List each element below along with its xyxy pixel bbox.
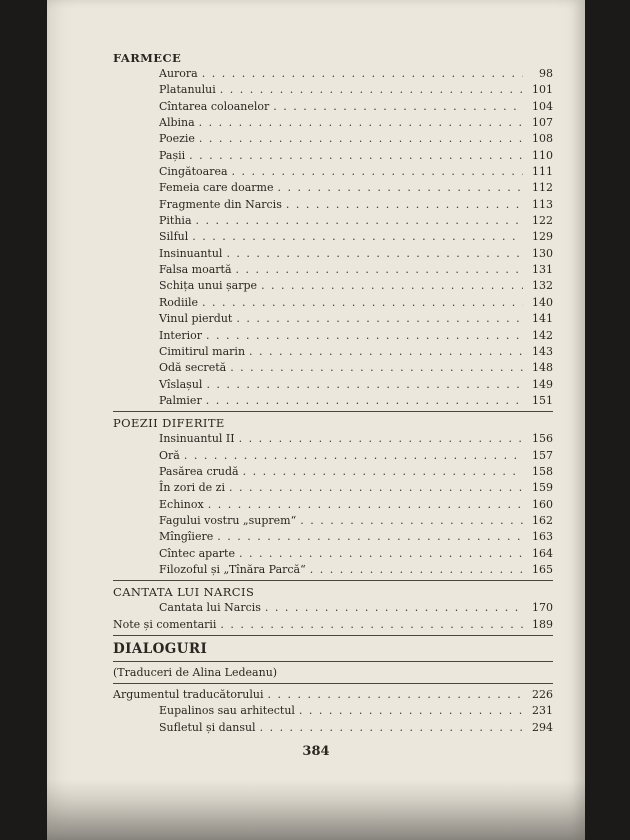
toc-entry bbox=[113, 431, 553, 447]
leader-dots bbox=[236, 311, 523, 327]
leader-dots bbox=[206, 377, 523, 393]
entry-title: Palmier bbox=[159, 393, 202, 407]
section-farmece bbox=[113, 50, 553, 409]
entry-page: 165 bbox=[532, 562, 553, 576]
entry-title: Pasărea crudă bbox=[159, 464, 239, 478]
entry-title: Pașii bbox=[159, 148, 186, 162]
section-dialoguri bbox=[113, 639, 553, 736]
entry-title: În zori de zi bbox=[159, 481, 225, 495]
toc-entry bbox=[113, 311, 553, 327]
toc-entry bbox=[113, 360, 553, 376]
leader-dots bbox=[192, 229, 523, 245]
toc-entry bbox=[113, 529, 553, 545]
entry-page: 143 bbox=[532, 344, 553, 358]
toc-entry bbox=[113, 480, 553, 496]
leader-dots bbox=[277, 180, 523, 196]
leader-dots bbox=[232, 164, 523, 180]
entry-page: 149 bbox=[532, 377, 553, 391]
entry-title: Falsa moartă bbox=[159, 263, 232, 277]
leader-dots bbox=[267, 687, 523, 703]
leader-dots bbox=[239, 431, 523, 447]
leader-dots bbox=[273, 99, 523, 115]
leader-dots bbox=[249, 344, 523, 360]
entry-title: Platanului bbox=[159, 83, 216, 97]
section-divider bbox=[113, 635, 553, 636]
entry-title: Rodiile bbox=[159, 295, 199, 309]
entry-title: Vîslașul bbox=[159, 377, 203, 391]
toc-entry bbox=[113, 213, 553, 229]
entry-title: Fragmente din Narcis bbox=[159, 197, 282, 211]
toc-entry bbox=[113, 464, 553, 480]
entry-page: 98 bbox=[539, 67, 553, 80]
toc-entry bbox=[113, 66, 553, 82]
entry-page: 141 bbox=[532, 312, 553, 326]
entry-page: 132 bbox=[532, 279, 553, 293]
toc-entry bbox=[113, 720, 553, 736]
leader-dots bbox=[260, 720, 523, 736]
leader-dots bbox=[202, 66, 523, 82]
entry-title: Cantata lui Narcis bbox=[159, 601, 261, 615]
toc-entry bbox=[113, 546, 553, 562]
leader-dots bbox=[300, 513, 523, 529]
entry-page: 140 bbox=[532, 295, 553, 309]
entry-page: 170 bbox=[532, 601, 553, 615]
book-page bbox=[47, 0, 585, 840]
section-poezii-diferite bbox=[113, 415, 553, 578]
section-items bbox=[113, 703, 553, 736]
entry-page: 129 bbox=[532, 230, 553, 244]
entry-page: 159 bbox=[532, 481, 553, 495]
entry-page: 112 bbox=[532, 181, 553, 195]
section-title: CANTATA LUI NARCIS bbox=[113, 585, 255, 600]
toc-entry bbox=[113, 344, 553, 360]
leader-dots bbox=[220, 617, 523, 633]
leader-dots bbox=[239, 546, 523, 562]
toc-entry bbox=[113, 377, 553, 393]
leader-dots bbox=[236, 262, 523, 278]
leader-dots bbox=[261, 278, 523, 294]
leader-dots bbox=[199, 115, 523, 131]
entry-page: 110 bbox=[532, 148, 553, 162]
entry-page: 113 bbox=[532, 197, 553, 211]
entry-page: 151 bbox=[532, 393, 553, 407]
leader-dots bbox=[217, 529, 523, 545]
entry-page: 108 bbox=[532, 132, 553, 146]
section-items bbox=[113, 600, 553, 616]
entry-page: 142 bbox=[532, 328, 553, 342]
toc-entry bbox=[113, 393, 553, 409]
section-cantata bbox=[113, 584, 553, 616]
toc-entry bbox=[113, 448, 553, 464]
toc-entry bbox=[113, 262, 553, 278]
toc-entry bbox=[113, 99, 553, 115]
section-divider bbox=[113, 580, 553, 581]
leader-dots bbox=[265, 600, 523, 616]
leader-dots bbox=[206, 328, 523, 344]
entry-page: 231 bbox=[532, 704, 553, 718]
leader-dots bbox=[184, 448, 523, 464]
entry-title: Note și comentarii bbox=[113, 617, 217, 631]
entry-page: 131 bbox=[532, 263, 553, 277]
leader-dots bbox=[229, 480, 523, 496]
entry-title: Eupalinos sau arhitectul bbox=[159, 704, 295, 718]
entry-title: Poezie bbox=[159, 132, 195, 146]
toc-entry bbox=[113, 278, 553, 294]
section-title: POEZII DIFERITE bbox=[113, 416, 225, 431]
toc-entry bbox=[113, 229, 553, 245]
entry-title: Pithia bbox=[159, 214, 192, 228]
entry-page: 163 bbox=[532, 530, 553, 544]
section-title: DIALOGURI bbox=[113, 641, 208, 657]
entry-title: Schița unui șarpe bbox=[159, 279, 258, 293]
leader-dots bbox=[230, 360, 523, 376]
entry-title: Filozoful și „Tînăra Parcă“ bbox=[159, 562, 306, 576]
entry-page: 101 bbox=[532, 83, 553, 97]
toc-entry bbox=[113, 295, 553, 311]
leader-dots bbox=[202, 295, 523, 311]
toc-entry bbox=[113, 562, 553, 578]
entry-title: Aurora bbox=[159, 67, 198, 80]
toc-entry bbox=[113, 82, 553, 98]
toc-entry bbox=[113, 497, 553, 513]
toc-entry bbox=[113, 246, 553, 262]
entry-title: Insinuantul bbox=[159, 246, 223, 260]
entry-title: Silful bbox=[159, 230, 189, 244]
leader-dots bbox=[299, 703, 523, 719]
entry-title: Cîntarea coloanelor bbox=[159, 99, 270, 113]
entry-page: 157 bbox=[532, 448, 553, 462]
entry-page: 162 bbox=[532, 513, 553, 527]
entry-title: Odă secretă bbox=[159, 361, 227, 375]
toc-entry bbox=[113, 600, 553, 616]
entry-title: Vinul pierdut bbox=[159, 312, 233, 326]
toc-entry bbox=[113, 180, 553, 196]
section-items bbox=[113, 431, 553, 578]
toc-entry bbox=[113, 513, 553, 529]
entry-title: Cimitirul marin bbox=[159, 344, 246, 358]
entry-title: Mîngîiere bbox=[159, 530, 214, 544]
entry-page: 156 bbox=[532, 432, 553, 446]
entry-page: 122 bbox=[532, 214, 553, 228]
entry-title: Femeia care doarme bbox=[159, 181, 274, 195]
section-divider bbox=[113, 683, 553, 684]
leader-dots bbox=[226, 246, 523, 262]
entry-title: Cîntec aparte bbox=[159, 546, 235, 560]
entry-title: Sufletul și dansul bbox=[159, 720, 256, 734]
page-shadow bbox=[47, 780, 585, 840]
section-items bbox=[113, 66, 553, 409]
entry-page: 189 bbox=[532, 617, 553, 631]
entry-page: 160 bbox=[532, 497, 553, 511]
toc-entry-argument bbox=[113, 687, 553, 703]
section-divider bbox=[113, 411, 553, 412]
leader-dots bbox=[310, 562, 523, 578]
toc-entry bbox=[113, 328, 553, 344]
entry-page: 294 bbox=[532, 720, 553, 734]
entry-page: 107 bbox=[532, 116, 553, 130]
entry-title: Albina bbox=[159, 116, 195, 130]
section-divider bbox=[113, 661, 553, 662]
toc-entry bbox=[113, 115, 553, 131]
entry-page: 104 bbox=[532, 99, 553, 113]
toc-entry bbox=[113, 703, 553, 719]
toc-entry bbox=[113, 148, 553, 164]
toc-entry bbox=[113, 131, 553, 147]
entry-title: Cingătoarea bbox=[159, 165, 228, 179]
toc-entry bbox=[113, 197, 553, 213]
page-number: 384 bbox=[302, 744, 330, 759]
leader-dots bbox=[208, 497, 523, 513]
leader-dots bbox=[286, 197, 523, 213]
leader-dots bbox=[206, 393, 523, 409]
entry-page: 148 bbox=[532, 361, 553, 375]
entry-page: 158 bbox=[532, 464, 553, 478]
table-of-contents bbox=[113, 50, 553, 736]
entry-page: 226 bbox=[532, 688, 553, 701]
toc-entry bbox=[113, 164, 553, 180]
entry-page: 111 bbox=[532, 165, 553, 179]
leader-dots bbox=[243, 464, 523, 480]
entry-title: Argumentul traducătorului bbox=[113, 688, 264, 701]
translator-note: (Traduceri de Alina Ledeanu) bbox=[113, 666, 278, 679]
entry-title: Echinox bbox=[159, 497, 204, 511]
entry-page: 130 bbox=[532, 246, 553, 260]
leader-dots bbox=[196, 213, 523, 229]
entry-title: Interior bbox=[159, 328, 203, 342]
entry-title: Oră bbox=[159, 448, 180, 462]
entry-title: Fagului vostru „suprem“ bbox=[159, 513, 297, 527]
toc-entry-notes bbox=[113, 617, 553, 633]
leader-dots bbox=[220, 82, 523, 98]
leader-dots bbox=[189, 148, 523, 164]
entry-page: 164 bbox=[532, 546, 553, 560]
leader-dots bbox=[199, 131, 523, 147]
entry-title: Insinuantul II bbox=[159, 432, 235, 446]
section-title: FARMECE bbox=[113, 51, 182, 65]
